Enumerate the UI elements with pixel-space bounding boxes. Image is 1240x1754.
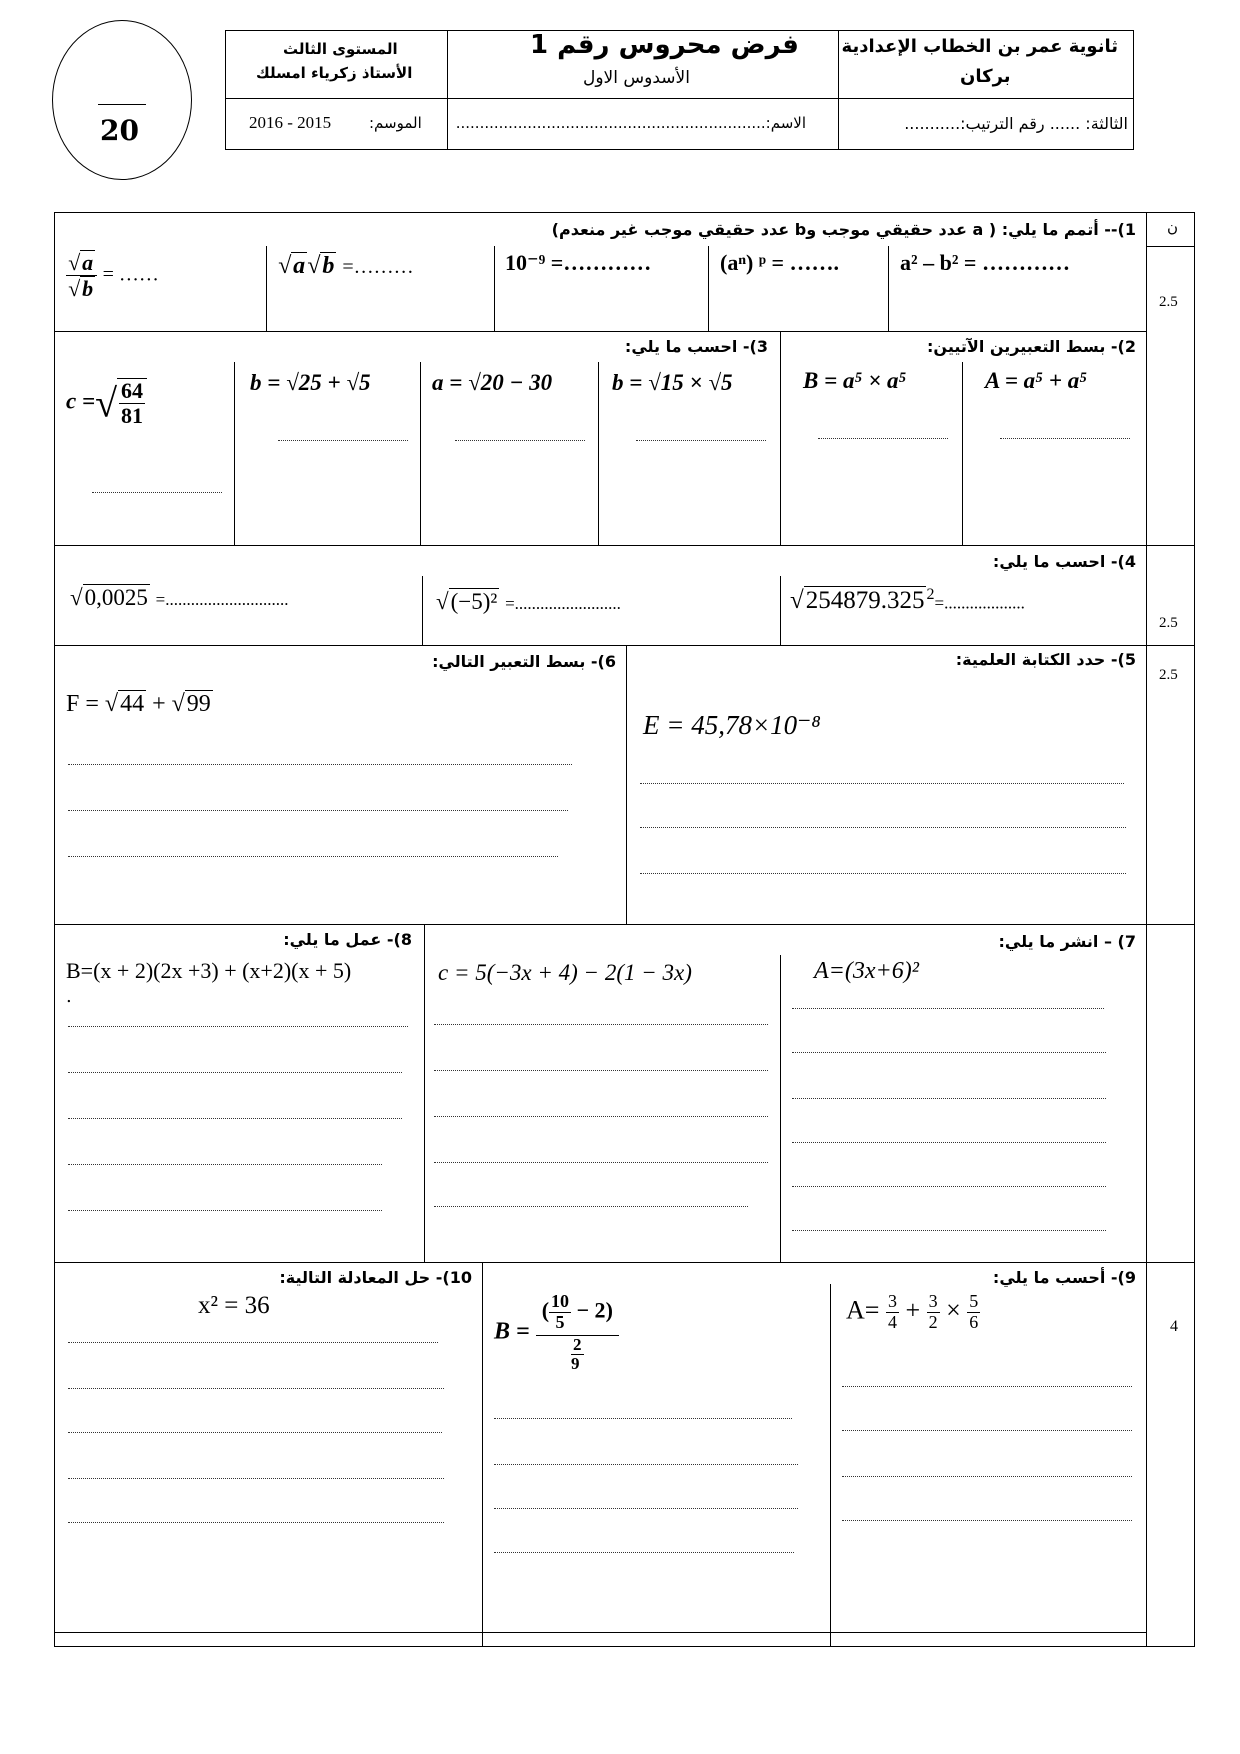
q2-expr-b: B = a⁵ × a⁵ bbox=[803, 368, 907, 393]
exam-title: فرض محروس رقم 1 bbox=[530, 30, 799, 60]
city-name: بركان bbox=[960, 66, 1011, 87]
season-label: الموسم: bbox=[369, 114, 422, 132]
q4-expr-3: √0,0025 =............................. bbox=[70, 585, 289, 610]
teacher: الأستاذ زكرياء امسلك bbox=[256, 64, 413, 82]
q9-title: 9)- أحسب ما يلي: bbox=[992, 1268, 1136, 1287]
q3-title: 3)- احسب ما يلي: bbox=[624, 337, 768, 356]
score-column-header: ن bbox=[1167, 218, 1179, 236]
q8-title: 8)- عمل ما يلي: bbox=[283, 930, 412, 949]
q3-expr-a: a = √20 − 30 bbox=[432, 370, 553, 395]
q7-expr-a: A=(3x+6)² bbox=[814, 958, 919, 984]
q10-equation: x² = 36 bbox=[198, 1292, 270, 1319]
q1-expr-sqrt-quotient-tail: = …… bbox=[102, 263, 159, 286]
score-column-border bbox=[1146, 212, 1147, 1647]
q1-expr-sqrt-product-tail: =……… bbox=[342, 256, 414, 278]
grade-total: 20 bbox=[100, 114, 139, 147]
season-value: 2016 - 2015 bbox=[249, 113, 332, 132]
q9-expr-b: B = ( $\frac{10}{5}$ − 2) $\frac{2}{9}$ bbox=[494, 1290, 619, 1374]
q1-expr-sqrt-quotient: $\frac{√a}{√b}$ = …… bbox=[68, 250, 159, 302]
q1-expr-a2-b2: a² – b² = ………… bbox=[900, 250, 1070, 275]
q4-expr-2: √(−5)² =......................... bbox=[436, 589, 621, 614]
score-q4: 2.5 bbox=[1159, 615, 1178, 631]
score-q1: 2.5 bbox=[1159, 294, 1178, 310]
q1-title: 1)-- أتمم ما يلي: ( a عدد حقيقي موجب وb عدد حقيقي موجب غير منعدم) bbox=[551, 220, 1136, 239]
q6-title: 6)- بسط التعبير التالي: bbox=[432, 652, 616, 671]
q6-expr: F = √44 + √99 bbox=[66, 691, 211, 717]
class-rank-field[interactable]: الثالثة: ...... رقم الترتيب:........... bbox=[904, 114, 1128, 133]
grade-line bbox=[98, 104, 146, 105]
q1-expr-power: (aⁿ) ᵖ = ……. bbox=[720, 250, 840, 275]
q1-expr-sqrt-product: √a√b =……… bbox=[278, 253, 414, 279]
q8-expr-b: B=(x + 2)(2x +3) + (x+2)(x + 5) bbox=[66, 958, 352, 983]
student-name-field[interactable]: الاسم:................................................................. bbox=[455, 114, 806, 132]
score-q9: 4 bbox=[1170, 1318, 1178, 1335]
q7-expr-c: c = 5(−3x + 4) − 2(1 − 3x) bbox=[438, 960, 692, 985]
level: المستوى الثالث bbox=[283, 40, 398, 58]
q4-title: 4)- احسب ما يلي: bbox=[992, 552, 1136, 571]
school-name: ثانوية عمر بن الخطاب الإعدادية bbox=[841, 36, 1118, 57]
q7-title: 7) – انشر ما يلي: bbox=[998, 932, 1136, 951]
q2-title: 2)- بسط التعبيرين الآتيين: bbox=[927, 337, 1136, 356]
q3-expr-b2: b = √25 + √5 bbox=[250, 370, 371, 395]
q3-expr-b1: b = √15 × √5 bbox=[612, 370, 733, 395]
q5-title: 5)- حدد الكتابة العلمية: bbox=[955, 650, 1136, 669]
q2-expr-a: A = a⁵ + a⁵ bbox=[985, 368, 1088, 393]
q4-expr-1: √254879.325 $^2$=................... bbox=[790, 586, 1025, 615]
q3-expr-c: c =√ $\frac{64}{81}$ bbox=[66, 378, 147, 428]
q9-expr-a: A= $\frac{3}{4}$ + $\frac{3}{2}$ × $\frac{5}{6}$ bbox=[846, 1291, 979, 1332]
q1-expr-ten: 10⁻⁹ =………… bbox=[505, 250, 652, 275]
q5-expr: E = 45,78×10⁻⁸ bbox=[643, 710, 821, 740]
score-q5: 2.5 bbox=[1159, 667, 1178, 683]
semester: الأسدوس الاول bbox=[583, 68, 690, 88]
q10-title: 10)- حل المعادلة التالية: bbox=[279, 1268, 472, 1287]
grade-circle bbox=[52, 20, 192, 180]
q8-dot: . bbox=[66, 986, 72, 1007]
